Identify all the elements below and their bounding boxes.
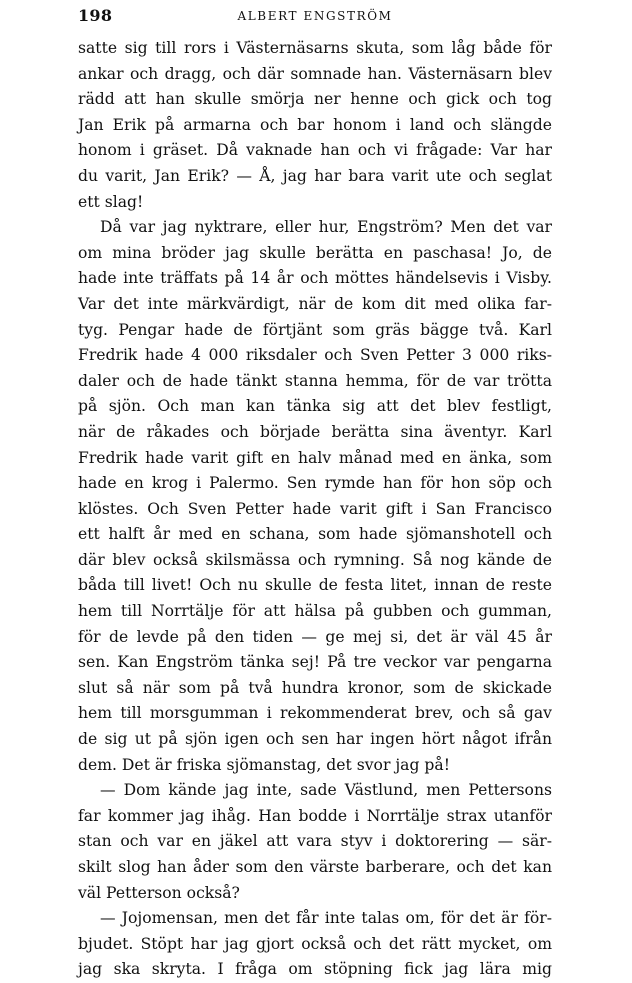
text-line: satte sig till rors i Västernäsarns skuta, som låg både för (78, 39, 552, 57)
body-text (78, 36, 552, 983)
text-line: båda till livet! Och nu skulle de festa litet, innan de reste (78, 576, 552, 595)
text-line: daler och de hade tänkt stanna hemma, för de var trötta (78, 371, 552, 390)
text-line: rädd att han skulle smörja ner henne och gick och tog (78, 90, 552, 109)
text-line: bjudet. Stöpt har jag gjort också och det rätt mycket, om (78, 934, 552, 953)
text-line: klöstes. Och Sven Petter hade varit gift i San Francisco (78, 499, 552, 518)
text-line: — Dom kände jag inte, sade Västlund, men Pettersons (100, 781, 552, 800)
text-line: Fredrik hade varit gift en halv månad med en änka, som (78, 448, 552, 467)
text-line: där blev också skilsmässa och rymning. Så nog kände de (78, 550, 552, 569)
text-line: Då var jag nyktrare, eller hur, Engström? Men det var (100, 218, 552, 237)
text-line: om mina bröder jag skulle berätta en paschasa! Jo, de (78, 243, 552, 262)
text-line: på sjön. Och man kan tänka sig att det blev festligt, (78, 397, 552, 416)
text-line: hem till Norrtälje för att hälsa på gubben och gumman, (78, 602, 552, 621)
text-line: dem. Det är friska sjömanstag, det svor jag på! (78, 755, 450, 774)
text-line: Var det inte märkvärdigt, när de kom dit med olika far- (78, 294, 552, 313)
text-line: honom i gräset. Då vaknade han och vi frågade: Var har (78, 141, 552, 160)
text-line: jag ska skryta. I fråga om stöpning fick jag lära mig (78, 960, 552, 979)
text-line: Jan Erik på armarna och bar honom i land och slängde (78, 115, 552, 134)
text-line: stan och var en jäkel att vara styv i doktorering — sär- (78, 832, 552, 851)
text-line: tyg. Pengar hade de förtjänt som gräs bägge två. Karl (78, 320, 552, 339)
page-header (78, 6, 552, 30)
text-line: — Jojomensan, men det får inte talas om, för det är för- (100, 909, 552, 928)
text-line: Fredrik hade 4 000 riksdaler och Sven Petter 3 000 riks- (78, 346, 552, 365)
text-line: far kommer jag ihåg. Han bodde i Norrtälje strax utanför (78, 806, 552, 825)
text-line: de sig ut på sjön igen och sen har ingen hört något ifrån (78, 730, 552, 749)
text-line: ankar och dragg, och där somnade han. Västernäsarn blev (78, 64, 552, 83)
text-line: väl Petterson också? (78, 883, 240, 902)
text-line: sen. Kan Engström tänka sej! På tre veckor var pengarna (78, 653, 552, 672)
text-line: hade en krog i Palermo. Sen rymde han för hon söp och (78, 474, 552, 493)
text-line: för de levde på den tiden — ge mej si, det är väl 45 år (78, 627, 552, 646)
running-head: ALBERT ENGSTRÖM (237, 9, 393, 23)
page-number: 198 (78, 6, 113, 25)
text-line: skilt slog han åder som den värste barberare, och det kan (78, 858, 552, 876)
text-line: hem till morsgumman i rekommenderat brev, och så gav (78, 704, 552, 723)
text-line: ett halft år med en schana, som hade sjömanshotell och (78, 525, 552, 544)
text-line: hade inte träffats på 14 år och möttes händelsevis i Visby. (78, 269, 552, 288)
text-line: du varit, Jan Erik? — Å, jag har bara varit ute och seglat (78, 166, 552, 185)
text-line: ett slag! (78, 192, 144, 211)
text-line: slut så när som på två hundra kronor, som de skickade (78, 678, 552, 697)
text-line: när de råkades och började berätta sina äventyr. Karl (78, 422, 552, 441)
